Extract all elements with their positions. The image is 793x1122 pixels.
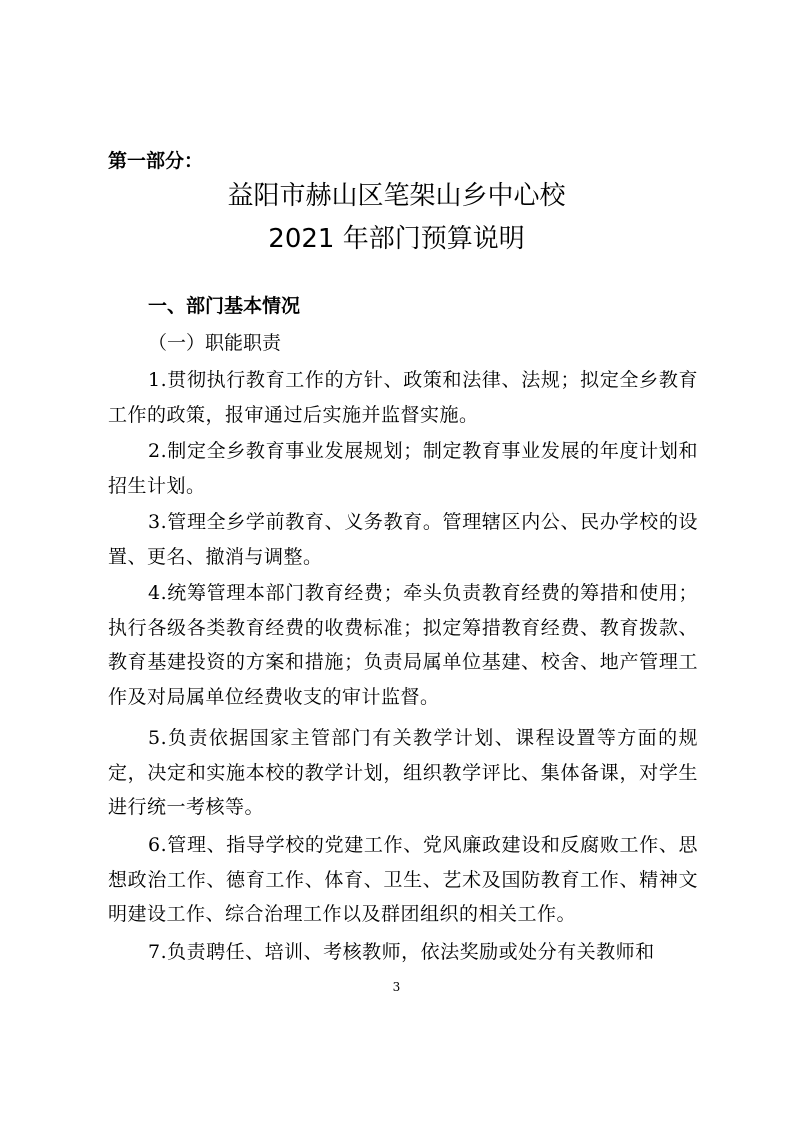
paragraph-7: 7.负责聘任、培训、考核教师，依法奖励或处分有关教师和: [148, 941, 655, 963]
page-number: 3: [392, 980, 401, 994]
paragraph-2: 2.制定全乡教育事业发展规划；制定教育事业发展的年度计划和招生计划。: [108, 440, 698, 497]
paragraph-6: 6.管理、指导学校的党建工作、党风廉政建设和反腐败工作、思想政治工作、德育工作、体育、卫生、艺术及国防教育工作、精神文明建设工作、综合治理工作以及群团组织的相关工作。: [108, 834, 698, 925]
paragraph-5: 5.负责依据国家主管部门有关教学计划、课程设置等方面的规定，决定和实施本校的教学计划，组织教学评比、集体备课，对学生进行统一考核等。: [108, 727, 698, 818]
section-heading: 一、部门基本情况: [148, 295, 301, 317]
document-title-line-2: 2021 年部门预算说明: [268, 224, 525, 254]
document-title-line-1: 益阳市赫山区笔架山乡中心校: [227, 181, 566, 211]
paragraph-3: 3.管理全乡学前教育、义务教育。管理辖区内公、民办学校的设置、更名、撤消与调整。: [108, 511, 698, 568]
paragraph-4: 4.统筹管理本部门教育经费；牵头负责教育经费的筹措和使用；执行各级各类教育经费的收费标准；拟定筹措教育经费、教育拨款、教育基建投资的方案和措施；负责局属单位基建、校舍、地产管理工作及对局属单位经费收支的审计监督。: [108, 582, 698, 708]
paragraph-1: 1.贯彻执行教育工作的方针、政策和法律、法规；拟定全乡教育工作的政策，报审通过后实施并监督实施。: [108, 369, 698, 426]
part-label: 第一部分：: [108, 150, 204, 172]
subsection-heading: （一）职能职责: [148, 332, 282, 354]
